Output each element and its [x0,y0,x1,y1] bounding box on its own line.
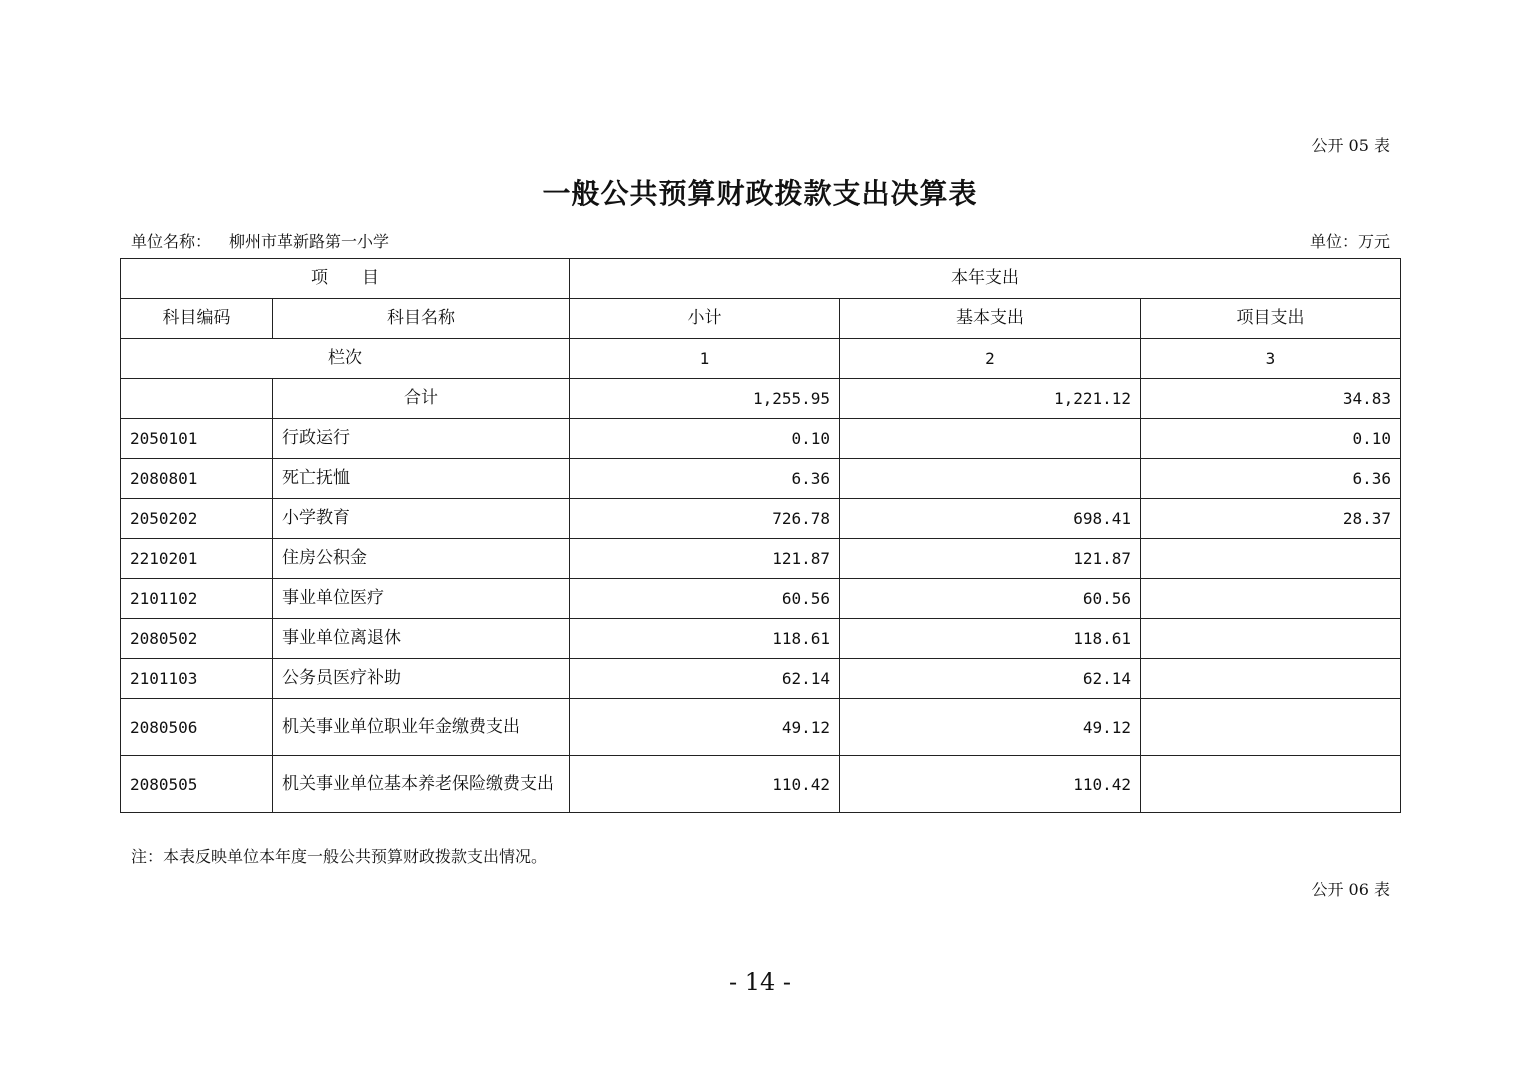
row-subtotal: 62.14 [570,659,840,699]
col-code-header: 科目编码 [121,299,273,339]
row-project: 28.37 [1141,499,1401,539]
table-row [121,579,1401,619]
header-row-1 [121,259,1401,299]
row-project [1141,579,1401,619]
row-subtotal: 121.87 [570,539,840,579]
page-number: - 14 - [728,968,791,996]
total-subtotal: 1,255.95 [570,379,840,419]
index-2: 2 [840,339,1141,379]
total-basic: 1,221.12 [840,379,1141,419]
row-name: 机关事业单位基本养老保险缴费支出 [273,756,570,813]
total-project: 34.83 [1141,379,1401,419]
row-project: 6.36 [1141,459,1401,499]
expenditure-table [120,258,1401,813]
row-subtotal: 49.12 [570,699,840,756]
table-note: 注：本表反映单位本年度一般公共预算财政拨款支出情况。 [131,847,548,866]
document-title: 一般公共预算财政拨款支出决算表 [542,177,978,210]
table-row [121,756,1401,813]
row-basic: 60.56 [840,579,1141,619]
total-label: 合计 [273,379,570,419]
unit-info-row [131,229,1390,252]
row-subtotal: 0.10 [570,419,840,459]
table-row [121,539,1401,579]
index-1: 1 [570,339,840,379]
row-code: 2080506 [121,699,273,756]
row-name: 事业单位医疗 [273,579,570,619]
total-code-cell [121,379,273,419]
row-code: 2080801 [121,459,273,499]
row-basic [840,419,1141,459]
row-project [1141,756,1401,813]
row-basic: 698.41 [840,499,1141,539]
row-name: 住房公积金 [273,539,570,579]
index-3: 3 [1141,339,1401,379]
index-row [121,339,1401,379]
row-index-label: 栏次 [121,339,570,379]
table-row [121,459,1401,499]
row-basic: 121.87 [840,539,1141,579]
table-row [121,619,1401,659]
unit-name: 柳州市革新路第一小学 [229,232,390,251]
row-code: 2050101 [121,419,273,459]
row-basic: 49.12 [840,699,1141,756]
currency-unit: 单位：万元 [1309,232,1390,251]
total-row [121,379,1401,419]
row-name: 机关事业单位职业年金缴费支出 [273,699,570,756]
row-name: 死亡抚恤 [273,459,570,499]
col-project-header: 项目支出 [1141,299,1401,339]
row-project [1141,539,1401,579]
row-code: 2080502 [121,619,273,659]
row-basic: 110.42 [840,756,1141,813]
table-row [121,499,1401,539]
row-subtotal: 6.36 [570,459,840,499]
next-table-code: 公开 06 表 [1311,880,1390,899]
table-row [121,419,1401,459]
row-project [1141,699,1401,756]
row-subtotal: 110.42 [570,756,840,813]
table-row [121,699,1401,756]
row-name: 小学教育 [273,499,570,539]
row-basic: 62.14 [840,659,1141,699]
header-items: 项 目 [121,259,570,299]
row-code: 2050202 [121,499,273,539]
row-project [1141,619,1401,659]
col-basic-header: 基本支出 [840,299,1141,339]
row-subtotal: 726.78 [570,499,840,539]
table-row [121,659,1401,699]
row-project: 0.10 [1141,419,1401,459]
row-name: 行政运行 [273,419,570,459]
row-code: 2101102 [121,579,273,619]
col-name-header: 科目名称 [273,299,570,339]
row-code: 2210201 [121,539,273,579]
header-current-year: 本年支出 [570,259,1401,299]
table-code-top: 公开 05 表 [1311,136,1390,155]
row-name: 公务员医疗补助 [273,659,570,699]
col-subtotal-header: 小计 [570,299,840,339]
row-project [1141,659,1401,699]
header-row-2 [121,299,1401,339]
row-subtotal: 118.61 [570,619,840,659]
row-basic [840,459,1141,499]
row-subtotal: 60.56 [570,579,840,619]
row-basic: 118.61 [840,619,1141,659]
row-code: 2080505 [121,756,273,813]
row-code: 2101103 [121,659,273,699]
row-name: 事业单位离退休 [273,619,570,659]
unit-name-block [131,229,389,252]
unit-name-label: 单位名称： [131,232,212,251]
